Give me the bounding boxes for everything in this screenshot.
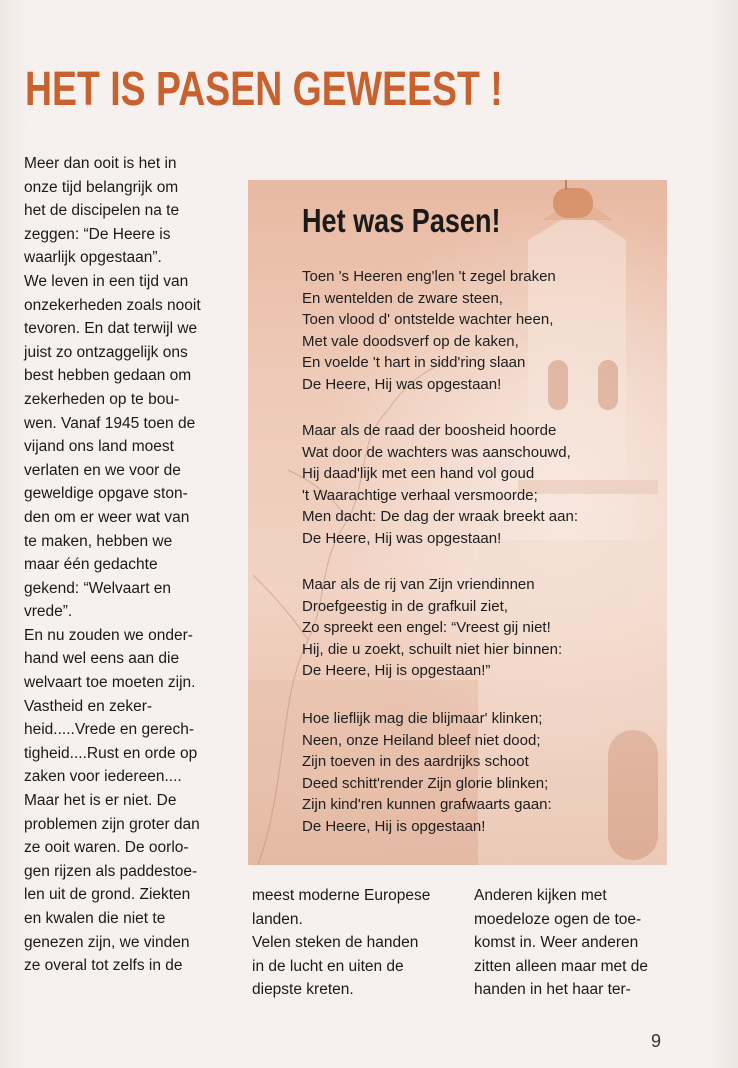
article-title: HET IS PASEN GEWEEST !	[25, 63, 503, 116]
poem-stanza	[302, 266, 662, 396]
text-line: moedeloze ogen de toe-	[474, 910, 642, 928]
text-line: wen. Vanaf 1945 toen de	[24, 414, 196, 432]
poem-line: De Heere, Hij is opgestaan!”	[302, 662, 491, 680]
poem-line: Hoe lieflijk mag die blijmaar' klinken;	[302, 710, 543, 727]
poem-line: Neen, onze Heiland bleef niet dood;	[302, 731, 541, 749]
poem-line: De Heere, Hij is opgestaan!	[302, 817, 486, 835]
poem-stanza	[302, 574, 662, 682]
text-line: Maar het is er niet. De	[24, 792, 177, 810]
poem-line: Wat door de wachters was aanschouwd,	[302, 443, 571, 461]
text-line: gekend: “Welvaart en	[24, 579, 172, 597]
poem-title: Het was Pasen!	[302, 202, 501, 239]
text-line: vrede”.	[24, 603, 73, 621]
text-line: En nu zouden we onder-	[24, 626, 193, 644]
text-line: zaken voor iedereen....	[24, 768, 182, 786]
text-line: meest moderne Europese	[252, 887, 431, 904]
text-line: len uit de grond. Ziekten	[24, 886, 191, 904]
text-line: landen.	[252, 910, 303, 928]
poem-line: Maar als de raad der boosheid hoorde	[302, 422, 557, 439]
text-line: zitten alleen maar met de	[474, 957, 649, 975]
poem-line: Toen vlood d' ontstelde wachter heen,	[302, 311, 554, 329]
text-line: komst in. Weer anderen	[474, 934, 639, 952]
text-line: zeggen: “De Heere is	[24, 225, 171, 243]
poem-line: Droefgeestig in de grafkuil ziet,	[302, 597, 508, 615]
poem-line: Men dacht: De dag der wraak breekt aan:	[302, 508, 578, 526]
poem-line: De Heere, Hij was opgestaan!	[302, 529, 502, 547]
right-text-column	[474, 884, 674, 1002]
left-text-column	[24, 152, 224, 978]
poem-box	[248, 180, 667, 865]
poem-line: En voelde 't hart in sidd'ring slaan	[302, 354, 526, 372]
text-line: handen in het haar ter-	[474, 981, 631, 999]
text-line: geweldige opgave ston-	[24, 485, 188, 503]
text-line: heid.....Vrede en gerech-	[24, 721, 195, 739]
text-line: Vastheid en zeker-	[24, 697, 153, 715]
text-line: Velen steken de handen	[252, 934, 419, 952]
poem-line: En wentelden de zware steen,	[302, 289, 503, 307]
text-line: het de discipelen na te	[24, 202, 180, 220]
text-line: Anderen kijken met	[474, 887, 607, 904]
text-line: welvaart toe moeten zijn.	[24, 674, 196, 692]
text-line: en kwalen die niet te	[24, 910, 166, 927]
poem-line: De Heere, Hij was opgestaan!	[302, 375, 502, 393]
text-line: te maken, hebben we	[24, 532, 173, 550]
text-line: gen rijzen als paddestoe-	[24, 862, 198, 880]
poem-line: Zijn toeven in des aardrijks schoot	[302, 753, 529, 771]
text-line: diepste kreten.	[252, 981, 354, 999]
poem-line: 't Waarachtige verhaal versmoorde;	[302, 486, 538, 504]
poem-line: Met vale doodsverf op de kaken,	[302, 332, 519, 350]
text-line: ze overal tot zelfs in de	[24, 957, 183, 975]
poem-line: Toen 's Heeren eng'len 't zegel braken	[302, 268, 556, 285]
poem-line: Hij, die u zoekt, schuilt niet hier binnen:	[302, 640, 563, 658]
text-line: tigheid....Rust en orde op	[24, 744, 198, 762]
text-line: den om er weer wat van	[24, 508, 190, 526]
poem-line: Hij daad'lijk met een hand vol goud	[302, 465, 535, 483]
text-line: onze tijd belangrijk om	[24, 178, 179, 196]
text-line: zekerheden op te bou-	[24, 390, 180, 408]
poem-stanza	[302, 708, 662, 838]
text-line: ze ooit waren. De oorlo-	[24, 839, 189, 857]
text-line: best hebben gedaan om	[24, 367, 192, 385]
text-line: verlaten en we voor de	[24, 461, 181, 479]
text-line: hand wel eens aan die	[24, 650, 180, 668]
poem-line: Deed schitt'render Zijn glorie blinken;	[302, 774, 549, 792]
poem-line: Zijn kind'ren kunnen grafwaarts gaan:	[302, 796, 552, 814]
poem-line: Maar als de rij van Zijn vriendinnen	[302, 576, 535, 593]
poem-line: Zo spreekt een engel: “Vreest gij niet!	[302, 619, 551, 637]
text-line: juist zo ontzaggelijk ons	[24, 343, 188, 361]
text-line: onzekerheden zoals nooit	[24, 296, 201, 314]
text-line: in de lucht en uiten de	[252, 957, 404, 975]
text-line: tevoren. En dat terwijl we	[24, 320, 198, 338]
text-line: vijand ons land moest	[24, 438, 174, 456]
text-line: problemen zijn groter dan	[24, 815, 200, 833]
page-number: 9	[651, 1031, 662, 1051]
text-line: waarlijk opgestaan”.	[24, 249, 162, 267]
text-line: maar één gedachte	[24, 556, 158, 574]
text-line: We leven in een tijd van	[24, 272, 189, 290]
middle-text-column	[252, 884, 452, 1002]
poem-stanza	[302, 420, 662, 550]
text-line: Meer dan ooit is het in	[24, 155, 177, 172]
text-line: genezen zijn, we vinden	[24, 933, 190, 951]
